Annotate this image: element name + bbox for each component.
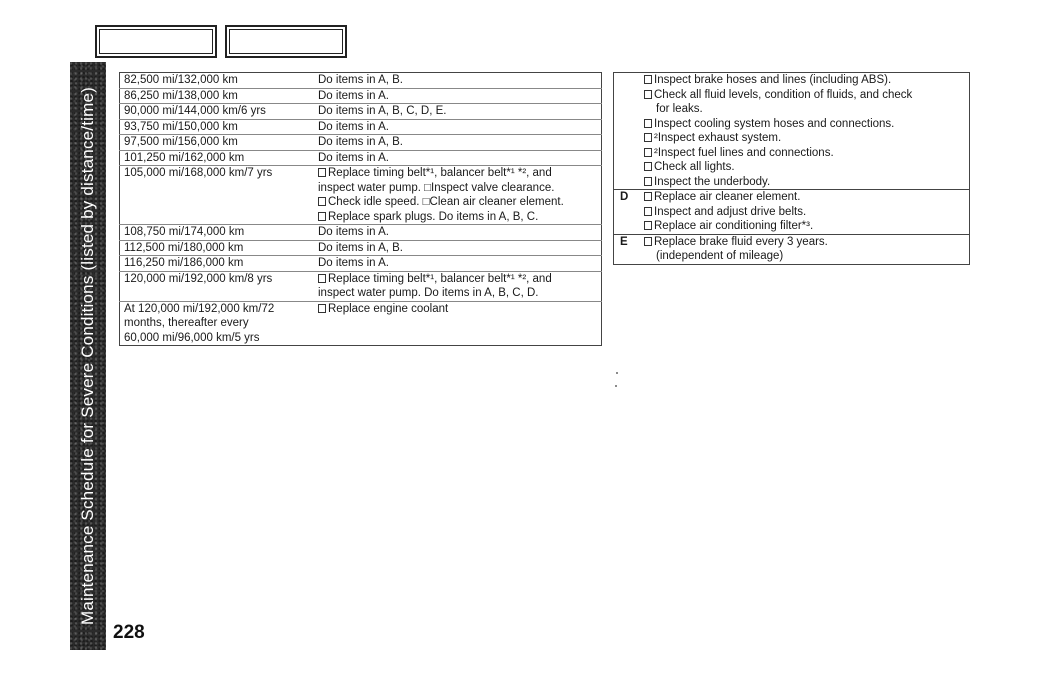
schedule-line-text: Do items in A. bbox=[318, 257, 389, 269]
schedule-line bbox=[644, 160, 965, 175]
schedule-line-text: Do items in A, B, C, D, E. bbox=[318, 105, 447, 117]
schedule-line bbox=[644, 190, 965, 205]
schedule-line bbox=[644, 102, 965, 117]
distance-cell bbox=[120, 73, 315, 89]
distance-cell bbox=[120, 301, 315, 346]
schedule-line bbox=[318, 120, 597, 135]
schedule-line bbox=[318, 104, 597, 119]
distance-cell bbox=[120, 240, 315, 256]
section-title: Maintenance Schedule for Severe Conditions (listed by distance/time) bbox=[78, 86, 97, 626]
schedule-line-text: Inspect and adjust drive belts. bbox=[654, 205, 807, 218]
schedule-line bbox=[644, 117, 965, 132]
table-row bbox=[120, 166, 602, 225]
items-cell bbox=[314, 301, 602, 346]
schedule-line bbox=[644, 219, 965, 234]
schedule-line-text: Do items in A, B. bbox=[318, 136, 404, 148]
table-row bbox=[120, 104, 602, 120]
distance-cell bbox=[120, 119, 315, 135]
schedule-line bbox=[644, 235, 965, 250]
table-row bbox=[120, 240, 602, 256]
items-cell bbox=[314, 166, 602, 225]
group-letter: D bbox=[614, 190, 641, 235]
items-cell bbox=[314, 240, 602, 256]
nav-tab-box-1[interactable] bbox=[95, 25, 217, 58]
schedule-line bbox=[644, 249, 965, 264]
schedule-line bbox=[318, 286, 597, 301]
schedule-line-text: Check idle speed. □Clean air cleaner element. bbox=[328, 196, 564, 208]
distance-text: 105,000 mi/168,000 km/7 yrs bbox=[124, 167, 273, 179]
schedule-line bbox=[318, 73, 597, 88]
checkbox-icon[interactable] bbox=[318, 274, 326, 283]
table-row bbox=[120, 225, 602, 241]
distance-cell bbox=[120, 150, 315, 166]
checkbox-icon[interactable] bbox=[644, 133, 652, 142]
schedule-line-text: Do items in A. bbox=[318, 226, 389, 238]
checkbox-icon[interactable] bbox=[318, 304, 326, 313]
checkbox-icon[interactable] bbox=[318, 168, 326, 177]
distance-text: months, thereafter every bbox=[124, 317, 249, 329]
schedule-line-text: ²Inspect exhaust system. bbox=[654, 132, 782, 144]
schedule-line-text: Do items in A. bbox=[318, 151, 389, 164]
distance-text: 120,000 mi/192,000 km/8 yrs bbox=[124, 272, 273, 285]
schedule-line bbox=[318, 225, 597, 240]
schedule-line-text: Do items in A. bbox=[318, 89, 389, 102]
distance-text: 116,250 mi/186,000 km bbox=[124, 257, 244, 269]
schedule-line bbox=[644, 131, 965, 146]
distance-cell bbox=[120, 135, 315, 151]
schedule-line bbox=[318, 195, 597, 210]
items-cell bbox=[640, 73, 970, 190]
schedule-line-text: Do items in A, B. bbox=[318, 74, 404, 86]
distance-text: 112,500 mi/180,000 km bbox=[124, 241, 244, 254]
schedule-line bbox=[318, 89, 597, 104]
schedule-line-text: for leaks. bbox=[656, 103, 703, 115]
schedule-line-text: Replace engine coolant bbox=[328, 302, 449, 315]
distance-text: 108,750 mi/174,000 km bbox=[124, 226, 245, 238]
checkbox-icon[interactable] bbox=[644, 75, 652, 84]
nav-tab-box-2[interactable] bbox=[225, 25, 347, 58]
checkbox-icon[interactable] bbox=[644, 207, 652, 216]
checkbox-icon[interactable] bbox=[644, 177, 652, 186]
distance-cell bbox=[120, 104, 315, 120]
schedule-line bbox=[318, 151, 597, 166]
distance-text: At 120,000 mi/192,000 km/72 bbox=[124, 302, 275, 315]
schedule-line-text: Replace timing belt*¹, balancer belt*¹ *², and bbox=[328, 272, 552, 285]
items-cell bbox=[314, 88, 602, 104]
distance-text: 60,000 mi/96,000 km/5 yrs bbox=[124, 331, 260, 344]
items-cell bbox=[640, 190, 970, 235]
schedule-line bbox=[644, 175, 965, 190]
schedule-line-text: Replace air cleaner element. bbox=[654, 191, 801, 203]
schedule-line-text: Replace brake fluid every 3 years. bbox=[654, 235, 828, 248]
checkbox-icon[interactable] bbox=[644, 162, 652, 171]
items-cell bbox=[314, 73, 602, 89]
checkbox-icon[interactable] bbox=[644, 148, 652, 157]
table-row bbox=[120, 271, 602, 301]
schedule-line bbox=[318, 210, 597, 225]
checkbox-icon[interactable] bbox=[644, 221, 652, 230]
schedule-line-text: Check all fluid levels, condition of fluids, and check bbox=[654, 88, 913, 101]
distance-text: 82,500 mi/132,000 km bbox=[124, 74, 238, 86]
distance-cell bbox=[120, 225, 315, 241]
items-cell bbox=[314, 256, 602, 272]
schedule-line-text: Check all lights. bbox=[654, 161, 735, 173]
schedule-line-text: inspect water pump. Do items in A, B, C, D. bbox=[318, 287, 539, 299]
distance-cell bbox=[120, 88, 315, 104]
schedule-line bbox=[318, 166, 597, 181]
schedule-table-distance bbox=[119, 72, 602, 346]
schedule-line bbox=[318, 302, 597, 317]
checkbox-icon[interactable] bbox=[644, 119, 652, 128]
items-cell bbox=[314, 135, 602, 151]
schedule-line-text: (independent of mileage) bbox=[656, 250, 784, 262]
group-letter: E bbox=[614, 234, 641, 264]
items-cell bbox=[314, 225, 602, 241]
distance-text: 97,500 mi/156,000 km bbox=[124, 136, 238, 148]
schedule-line-text: inspect water pump. □Inspect valve clearance. bbox=[318, 181, 555, 194]
items-cell bbox=[314, 119, 602, 135]
distance-text: 86,250 mi/138,000 km bbox=[124, 89, 238, 102]
table-row bbox=[120, 301, 602, 346]
items-cell bbox=[314, 150, 602, 166]
table-row bbox=[120, 73, 602, 89]
schedule-line-text: ²Inspect fuel lines and connections. bbox=[654, 146, 834, 159]
schedule-line-text: Replace air conditioning filter*³. bbox=[654, 220, 814, 232]
schedule-line-text: Do items in A. bbox=[318, 120, 389, 133]
schedule-line-text: Inspect cooling system hoses and connections. bbox=[654, 117, 895, 130]
items-cell bbox=[314, 104, 602, 120]
checkbox-icon[interactable] bbox=[318, 197, 326, 206]
schedule-line-text: Inspect the underbody. bbox=[654, 175, 771, 188]
schedule-line bbox=[318, 181, 597, 196]
schedule-line bbox=[644, 205, 965, 220]
group-letter bbox=[614, 73, 641, 190]
checkbox-icon[interactable] bbox=[644, 90, 652, 99]
distance-cell bbox=[120, 256, 315, 272]
distance-text: 93,750 mi/150,000 km bbox=[124, 120, 238, 133]
table-row bbox=[614, 73, 970, 190]
schedule-table-items bbox=[613, 72, 970, 265]
schedule-line bbox=[318, 256, 597, 271]
distance-text: 90,000 mi/144,000 km/6 yrs bbox=[124, 105, 266, 117]
schedule-line bbox=[318, 135, 597, 150]
distance-cell bbox=[120, 271, 315, 301]
distance-text: 101,250 mi/162,000 km bbox=[124, 151, 245, 164]
table-row bbox=[614, 234, 970, 264]
schedule-line bbox=[644, 73, 965, 88]
schedule-line bbox=[318, 272, 597, 287]
section-side-tab bbox=[70, 62, 106, 650]
page-number: 228 bbox=[113, 622, 145, 643]
items-cell bbox=[640, 234, 970, 264]
checkbox-icon[interactable] bbox=[644, 192, 652, 201]
schedule-line-text: Do items in A, B. bbox=[318, 241, 404, 254]
checkbox-icon[interactable] bbox=[644, 237, 652, 246]
items-cell bbox=[314, 271, 602, 301]
schedule-line-text: Replace spark plugs. Do items in A, B, C. bbox=[328, 210, 539, 223]
scan-speck bbox=[616, 372, 618, 374]
schedule-line-text: Inspect brake hoses and lines (including ABS). bbox=[654, 74, 892, 86]
table-row bbox=[120, 88, 602, 104]
schedule-line bbox=[644, 146, 965, 161]
table-row bbox=[120, 135, 602, 151]
distance-cell bbox=[120, 166, 315, 225]
checkbox-icon[interactable] bbox=[318, 212, 326, 221]
table-row bbox=[614, 190, 970, 235]
table-row bbox=[120, 150, 602, 166]
table-row bbox=[120, 256, 602, 272]
scan-speck bbox=[615, 385, 617, 387]
schedule-line bbox=[318, 241, 597, 256]
table-row bbox=[120, 119, 602, 135]
schedule-line-text: Replace timing belt*¹, balancer belt*¹ *², and bbox=[328, 167, 552, 179]
schedule-line bbox=[644, 88, 965, 103]
